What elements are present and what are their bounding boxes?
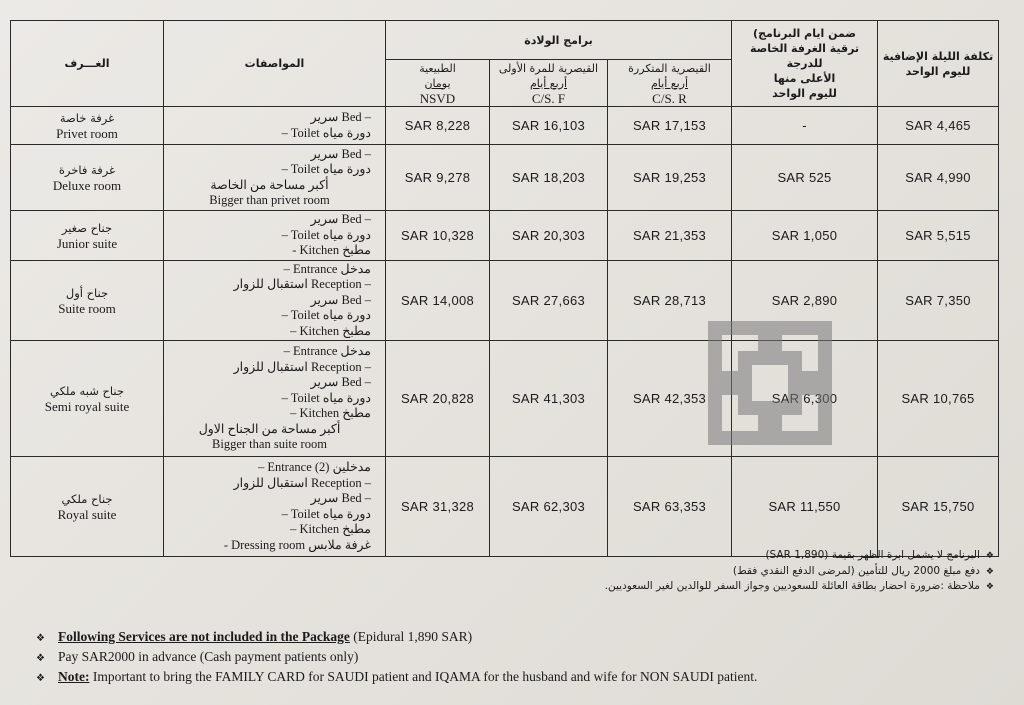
bullet-icon: ❖	[36, 673, 45, 684]
room-name: جناح أول Suite room	[11, 261, 164, 341]
arabic-note: ❖البرنامج لا يشمل ابرة الظهر بقيمة (SAR 1,890)	[765, 549, 994, 561]
price-extra-night: SAR 5,515	[878, 211, 999, 261]
arabic-note: ❖ملاحظة :ضرورة احضار بطاقة العائلة للسعوديين وجواز السفر للوالدين لغير السعوديين.	[604, 580, 994, 592]
room-specs: سرير Bed – – Toilet دورة مياه أكبر مساحة من الخاصة Bigger than privet room	[164, 145, 386, 211]
price-nsvd: SAR 10,328	[386, 211, 490, 261]
price-nsvd: SAR 20,828	[386, 341, 490, 457]
price-csf: SAR 20,303	[490, 211, 608, 261]
table-row	[11, 107, 999, 145]
price-upgrade: SAR 525	[732, 145, 878, 211]
room-name: جناح ملكي Royal suite	[11, 457, 164, 557]
price-extra-night: SAR 15,750	[878, 457, 999, 557]
price-table	[10, 20, 999, 557]
price-csf: SAR 41,303	[490, 341, 608, 457]
price-csf: SAR 16,103	[490, 107, 608, 145]
table-row	[11, 341, 999, 457]
price-extra-night: SAR 7,350	[878, 261, 999, 341]
price-nsvd: SAR 31,328	[386, 457, 490, 557]
bullet-icon: ❖	[36, 633, 45, 644]
bullet-icon: ❖	[985, 551, 994, 561]
price-csr: SAR 28,713	[608, 261, 732, 341]
bullet-icon: ❖	[985, 582, 994, 592]
room-name: غرفة خاصة Privet room	[11, 107, 164, 145]
room-specs: سرير Bed – – Toilet دورة مياه - Kitchen مطبخ	[164, 211, 386, 261]
price-extra-night: SAR 10,765	[878, 341, 999, 457]
room-specs: – Entrance (2) مدخلين استقبال للزوار Reception – سرير Bed – – Toilet دورة مياه – Kitchen مطبخ - Dressing room غرفة ملابس	[164, 457, 386, 557]
room-name: جناح صغير Junior suite	[11, 211, 164, 261]
arabic-notes	[274, 548, 994, 595]
header-programs: برامج الولادة	[386, 21, 732, 60]
price-csr: SAR 19,253	[608, 145, 732, 211]
price-csr: SAR 17,153	[608, 107, 732, 145]
price-csf: SAR 27,663	[490, 261, 608, 341]
price-csf: SAR 18,203	[490, 145, 608, 211]
price-upgrade: SAR 6,300	[732, 341, 878, 457]
english-note: ❖ Pay SAR2000 in advance (Cash payment patients only)	[36, 648, 936, 668]
header-rooms: الغـــرف	[11, 21, 164, 107]
price-upgrade: -	[732, 107, 878, 145]
price-extra-night: SAR 4,465	[878, 107, 999, 145]
price-csr: SAR 42,353	[608, 341, 732, 457]
room-specs: سرير Bed – – Toilet دورة مياه	[164, 107, 386, 145]
price-upgrade: SAR 2,890	[732, 261, 878, 341]
table-row	[11, 457, 999, 557]
table-row	[11, 211, 999, 261]
price-nsvd: SAR 8,228	[386, 107, 490, 145]
price-nsvd: SAR 14,008	[386, 261, 490, 341]
header-upgrade: (ضمن ايام البرنامج ترقية الغرفة الخاصة للدرجة الأعلى منها لليوم الواحد	[732, 21, 878, 107]
price-nsvd: SAR 9,278	[386, 145, 490, 211]
room-specs: – Entrance مدخل استقبال للزوار Reception – سرير Bed – – Toilet دورة مياه – Kitchen مطبخ	[164, 261, 386, 341]
room-name: جناح شبه ملكي Semi royal suite	[11, 341, 164, 457]
price-csr: SAR 21,353	[608, 211, 732, 261]
header-nsvd: الطبيعية يومان NSVD	[386, 60, 490, 107]
room-name: غرفة فاخرة Deluxe room	[11, 145, 164, 211]
price-upgrade: SAR 1,050	[732, 211, 878, 261]
english-notes	[36, 628, 936, 688]
header-csf: القيصرية للمرة الأولى أربع أيام C/S. F	[490, 60, 608, 107]
price-extra-night: SAR 4,990	[878, 145, 999, 211]
english-note: ❖ Following Services are not included in the Package (Epidural 1,890 SAR)	[36, 628, 936, 648]
price-upgrade: SAR 11,550	[732, 457, 878, 557]
header-specs: المواصفات	[164, 21, 386, 107]
bullet-icon: ❖	[985, 566, 994, 577]
table-row	[11, 261, 999, 341]
arabic-note: ❖دفع مبلغ 2000 ريال للتأمين (لمرضى الدفع النقدي فقط)	[732, 564, 994, 577]
table-row	[11, 145, 999, 211]
price-csr: SAR 63,353	[608, 457, 732, 557]
english-note: ❖ Note: Important to bring the FAMILY CARD for SAUDI patient and IQAMA for the husband and wife for NON SAUDI patient.	[36, 668, 936, 688]
header-csr: القيصرية المتكررة أربع أيام C/S. R	[608, 60, 732, 107]
header-extra-night: تكلفة الليلة الإضافية لليوم الواحد	[878, 21, 999, 107]
bullet-icon: ❖	[36, 653, 45, 664]
price-table-body	[11, 107, 999, 557]
room-specs: – Entrance مدخل استقبال للزوار Reception – سرير Bed – – Toilet دورة مياه – Kitchen مطبخ أكبر مساحة من الجناح الاول Bigger than suite room	[164, 341, 386, 457]
price-csf: SAR 62,303	[490, 457, 608, 557]
